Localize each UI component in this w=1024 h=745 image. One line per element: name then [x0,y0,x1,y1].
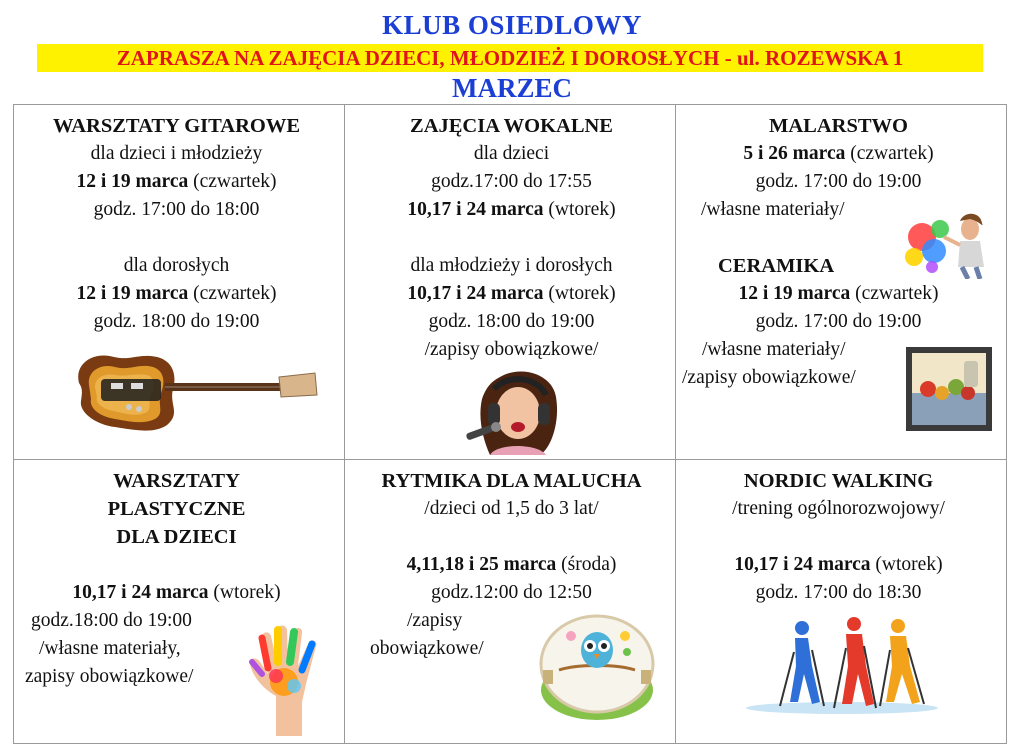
nordic-walkers-image [742,616,942,716]
guitar-group1-dates: 12 i 19 marca (czwartek) [76,171,277,192]
ceramics-hours: godz. 17:00 do 19:00 [755,311,922,332]
guitar-group2-dates: 12 i 19 marca (czwartek) [76,283,277,304]
rhythm-age: /dzieci od 1,5 do 3 lat/ [424,498,599,519]
paint-splash-image [904,207,996,279]
schedule-grid [13,104,1007,744]
guitar-group1-label: dla dzieci i młodzieży [90,143,263,164]
cell-vocal [345,105,676,460]
ceramics-note-materials: /własne materiały/ [702,339,846,360]
vocal-heading: ZAJĘCIA WOKALNE [410,115,613,137]
rhythm-note-2: obowiązkowe/ [370,638,484,659]
guitar-image [69,343,319,435]
cell-painting-ceramics [676,105,1007,460]
art-note-materials: /własne materiały, [39,638,181,659]
art-note-signup: zapisy obowiązkowe/ [25,666,194,687]
nordic-heading: NORDIC WALKING [743,470,934,492]
nordic-hours: godz. 17:00 do 18:30 [755,582,922,603]
art-dates: 10,17 i 24 marca (wtorek) [72,582,281,603]
rhythm-dates: 4,11,18 i 25 marca (środa) [406,554,617,575]
guitar-group1-hours: godz. 17:00 do 18:00 [93,199,260,220]
vocal-note: /zapisy obowiązkowe/ [424,339,599,360]
rhythm-hours: godz.12:00 do 12:50 [431,582,592,603]
painting-note: /własne materiały/ [701,199,845,220]
owl-tambourine-image [537,606,657,726]
poster-month: MARZEC [452,73,572,103]
art-heading-2: PLASTYCZNE [107,498,246,520]
painting-heading: MALARSTWO [769,115,908,137]
ceramics-dates: 12 i 19 marca (czwartek) [738,283,939,304]
vocal-group1-hours: godz.17:00 do 17:55 [431,171,592,192]
singer-image [460,367,572,455]
painting-hours: godz. 17:00 do 19:00 [755,171,922,192]
rhythm-note-1: /zapisy [407,610,463,631]
vocal-group1-dates: 10,17 i 24 marca (wtorek) [407,199,616,220]
cell-guitar [14,105,345,460]
ceramics-heading: CERAMIKA [718,255,835,277]
guitar-heading: WARSZTATY GITAROWE [53,115,300,137]
art-heading-3: DLA DZIECI [116,526,237,548]
nordic-dates: 10,17 i 24 marca (wtorek) [734,554,943,575]
vocal-group2-label: dla młodzieży i dorosłych [410,255,613,276]
still-life-image [906,347,992,431]
painting-dates: 5 i 26 marca (czwartek) [743,143,934,164]
painted-hand-image [246,624,330,736]
guitar-group2-label: dla dorosłych [123,255,230,276]
art-heading-1: WARSZTATY [113,470,240,492]
vocal-group2-hours: godz. 18:00 do 19:00 [428,311,595,332]
vocal-group2-dates: 10,17 i 24 marca (wtorek) [407,283,616,304]
poster-title: KLUB OSIEDLOWY [382,10,642,40]
poster-subtitle: ZAPRASZA NA ZAJĘCIA DZIECI, MŁODZIEŻ I DOROSŁYCH - ul. ROZEWSKA 1 [37,44,983,72]
cell-art [14,460,345,744]
vocal-group1-label: dla dzieci [473,143,550,164]
cell-rhythm [345,460,676,744]
rhythm-heading: RYTMIKA DLA MALUCHA [381,470,642,492]
nordic-subtitle: /trening ogólnorozwojowy/ [732,498,945,519]
guitar-group2-hours: godz. 18:00 do 19:00 [93,311,260,332]
cell-nordic [676,460,1007,744]
art-hours: godz.18:00 do 19:00 [31,610,192,631]
ceramics-note-signup: /zapisy obowiązkowe/ [682,367,856,388]
